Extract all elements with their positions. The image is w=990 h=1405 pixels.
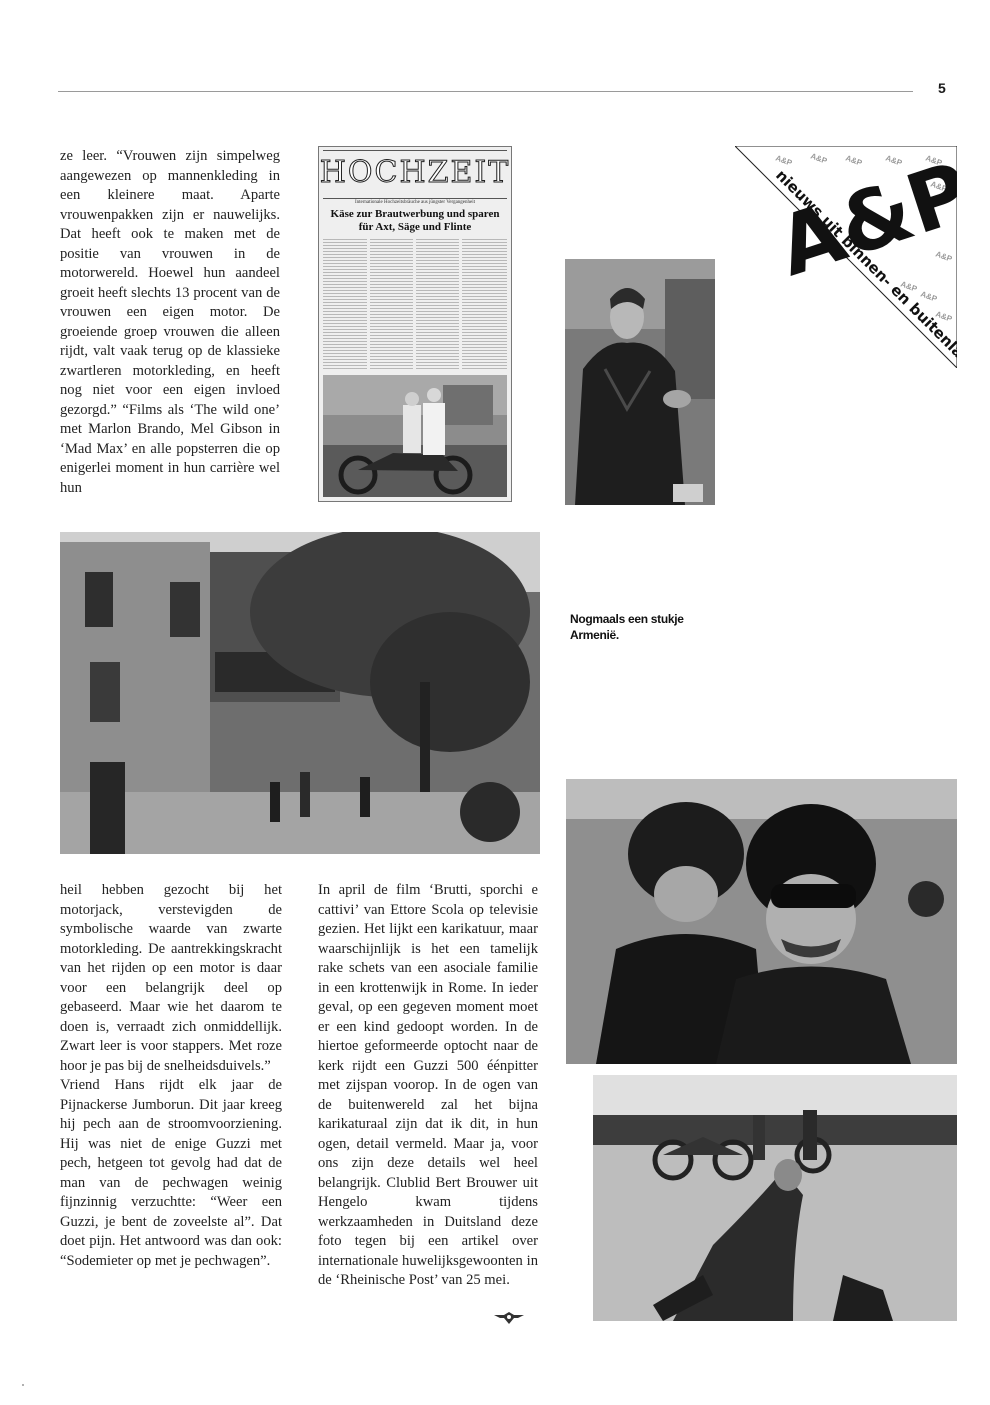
clipping-headline: Käse zur Brautwerbung und sparen für Axt, Säge und Flinte (330, 208, 500, 233)
photo-bikers-helmets (566, 779, 957, 1064)
svg-text:A&P: A&P (774, 153, 794, 168)
svg-text:A&P: A&P (899, 279, 919, 294)
header-rule (58, 91, 913, 92)
logo-tagline: nieuws uit binnen- en buitenland (772, 166, 957, 368)
clipping-gutter (413, 239, 416, 369)
page-number: 5 (938, 80, 946, 96)
paragraph: heil hebben gezocht bij het motorjack, verstevigden de symbolische waarde van zwarte motorkleding. De aantrekkingskracht van het rijden op een motor is daar voor een belangrijk deel op gebaseerd. Maar wie het daarom te doen is, verraadt zich onmiddellijk. Zwart leer is voor stappers. Met roze hoor je pas bij de snelheidsduivels.” (60, 882, 282, 1074)
paragraph: In april de film ‘Brutti, sporchi e cattivi’ van Ettore Scola op televisie gezien. Het lijkt een karikatuur, maar waarschijnlijk is het een tamelijk rake schets van een asociale familie in een krottenwijk in Rome. In ieder geval, op een gegeven moment moet er een kind gedoopt worden. In de hiertoe geformeerde optocht naar de kerk rijdt een Guzzi 500 éénpitter met zijspan voorop. In de ogen van de buitenwereld zal het bijna karikaturaal zijn dat ik dit, in hun ogen, detail vermeld. Maar ja, voor ons zijn deze details wel heel belangrijk. Clublid Bert Brouwer uit Hengelo kwam tijdens werkzaamheden in Duitsland deze foto tegen bij een artikel over internationale huwelijksgewoonten in de ‘Rheinische Post’ van 25 mei. (318, 882, 538, 1288)
intro-paragraph: ze leer. “Vrouwen zijn simpelweg aangewezen op mannenkleding in een kleinere maat. Aparte vrouwenpakken zijn er nauwelijks. Dat heeft ook te maken met de positie van vrouwen in de motorwereld. Hoewel hun aandeel groeit heeft slechts 13 procent van de vrouwen een eigen motor. De groeiende groep vrouwen die alleen rijdt, valt vaak terug op de klassieke zwartleren motorkleding, en heeft nog niet voor een eigen invloed gezorgd.” “Films als ‘The wild one’ met Marlon Brando, Mel Gibson in ‘Mad Max’ en alle popsterren die op enigerlei moment in hun carrière wel hun (60, 148, 280, 496)
club-emblem-icon (494, 1311, 524, 1325)
ap-logo (735, 146, 957, 368)
svg-text:A&P: A&P (919, 289, 939, 304)
svg-text:A&P: A&P (924, 153, 944, 168)
scan-speck (22, 1384, 24, 1386)
svg-text:A&P: A&P (809, 151, 829, 166)
article-intro (60, 147, 280, 498)
clipping-gutter (367, 239, 370, 369)
article-column-3 (318, 881, 538, 1291)
clipping-rule (323, 150, 507, 151)
article-column-2 (60, 881, 282, 1271)
photo-armenia-street (60, 532, 540, 854)
photo-rally-crowd (593, 1075, 957, 1321)
svg-text:A&P: A&P (844, 153, 864, 168)
logo-mark: A&P (767, 146, 957, 296)
svg-text:A&P: A&P (934, 249, 954, 264)
photo-caption: Nogmaals een stukje Armenië. (570, 612, 684, 642)
svg-text:A&P: A&P (934, 309, 954, 324)
clipping-kicker: Internationale Hochzeitsbräuche aus jüngster Vergangenheit (323, 198, 507, 205)
paragraph: Vriend Hans rijdt elk jaar de Pijnackerse Jumborun. Dit jaar kreeg hij pech aan de stroomvoorziening. Hij was niet de enige Guzzi met pech, hetgeen tot gevolg had dat de man van de pechwagen weinig fijnzinnig verzuchtte: “Weer een Guzzi, je bent de zoveelste al”. Dat doet pijn. Het antwoord was dan ook: “Sodemieter op met je pechwagen”. (60, 1077, 282, 1269)
clipping-gutter (459, 239, 462, 369)
photo-biker-leather-jacket (565, 259, 715, 505)
clipping-masthead: HOCHZEIT (319, 155, 511, 190)
clipping-wedding-photo (323, 375, 507, 497)
svg-text:A&P: A&P (884, 153, 904, 168)
svg-text:A&P: A&P (929, 179, 949, 194)
newspaper-clipping (318, 146, 512, 502)
